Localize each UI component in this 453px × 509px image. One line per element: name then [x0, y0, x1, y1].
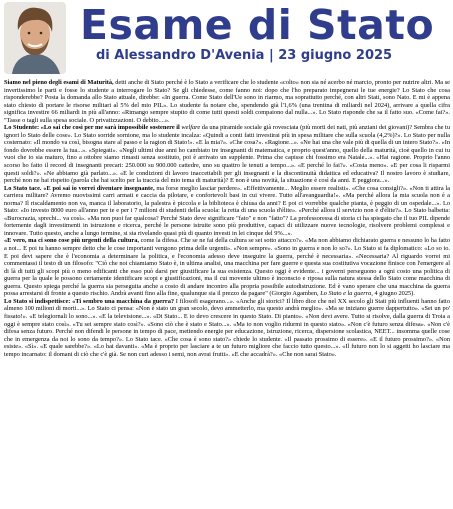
paragraph-3	[4, 185, 450, 238]
paragraph-1-text: detti anche di Stato perché è lo Stato a verificare che lo studente «colto» non sia né acerbo né marcio, pronto per nutrire altri. Ma se invertissimo le parti e fosse lo studente a interrogare lo Stato? Se gli chiedesse, come fanno noi: dopo che l'ho preparato impegnerai le tue energie? Lo Stato che cosa risponderebbe? Posta la domanda allo Stato attuale, direbbe: «In guerra. Come Stato dell'Ue sono in riarmo, ma soprattutto perché, con altri Stati, sono Nato. E mi è appena stato chiesto di portare le risorse militari al 5% del mio PIL». Lo studente fa notare che, spendendo già l'1,6% (una trentina di miliardi nel 2024), arrivare a quella cifra significa investire 66 miliardi in più all'anno: «Rimango sempre stupito di come tutti questi soldi compaiono dal nulla...». Lo Stato risponde che sa il fatto suo. «Come fai?». "Tasse o tagli sulla spesa sociale. O privatizzazioni. O debito....».	[4, 79, 450, 124]
paragraph-5-lead: Lo Stato si indispettisce: «Ti sembro una macchina da guerra?	[4, 297, 175, 305]
paragraph-3-text: ma forse meglio lasciar perdere». «Effettivamente... Meglio essere realisti». «Che cosa consigli?». «Non ti attira la carriera militare? Avremo nuovissimi carri armati e caccia da pilotare, e confortevoli basi in cui vivere. Tutto all'avanguardia!». «Ma perché allora la mia scuola non è a norma? Il riscaldamento non va, manca il laboratorio, la palestra è piccola e la biblioteca è chiusa da anni? E poi ci vorrebbe qualche pianta, è peggio di un ospedale...». Lo Stato: «Io investo 8000 euro all'anno per te e per i 7 milioni di studenti della scuola: la retta di una scuola d'élite». «Perché allora il servizio non è d'élite?». Lo Stato balbetta: «Burocrazia, sprechi... va così». «Ma non puoi far qualcosa? Perché Stato deve significare "fato" e non "fatto"? La professoressa di storia ci ha spiegato che il tuo PIL dipende fortemente dagli investimenti in istruzione e ricerca, perché le persone istruite sono più produttive, capaci di utilizzare nuove tecnologie, risolvere problemi complessi e innovare. Tutto questo, anche a lungo termine, si sta rivelando quasi più di quanto investi in lei cinque del 9%...».	[4, 184, 451, 237]
article-body	[4, 79, 450, 358]
page-header	[0, 0, 453, 76]
paragraph-5	[4, 298, 450, 358]
paragraph-4-text: come la difesa. Che se ne fai della cultura se sei sotto attacco?». «Ma non abbiamo dichiarato guerra e nessuno lo ha fatto a noi... E poi tu hanno sempre detto che le cose importanti vengono prima delle urgenti». «Non sempre». «Sono in guerra e non lo so?». Lo Stato si fa diplomatico: «Lo so io. E poi devi sapere che è l'economia a determinare la politica, e l'economia adesso deve inseguire la guerra, perché è necessaria». «Necessaria? Al riguardo vorrei mi commentassi il testo di un filosofo: "Ciò che noi chiamiamo Stato è, in ultima analisi, una macchina per fare guerre e questa sua costitutiva vocazione finisce con l'emergere al di là di tutti gli scopi più o meno edificanti che esso può darsi per giustificare la sua esistenza. Questo oggi è evidente... i governi perseguono a ogni costo una politica di guerra per la quale le possono certamente identificare scopi e giustificazioni, ma il cui movente ultimo è inconscio e riposa sulla natura stessa dello Stato come macchina di guerra. Questo spiega perché la guerra sia perseguita anche a costo di andare incontro alla propria possibile autodistruzione. Ed è vano sperare che una macchina da guerra possa arrestarsi di fronte a questo rischio. Andrà avanti fino alla fine, qualunque sia il prezzo da pagare" (Giorgio Agamben,	[4, 237, 450, 298]
author-portrait	[4, 2, 66, 74]
paragraph-1	[4, 79, 450, 124]
paragraph-4	[4, 237, 450, 297]
author-portrait-drawing	[4, 2, 66, 74]
paragraph-1-lead: Siamo nel pieno degli esami di Maturità,	[4, 79, 114, 86]
paragraph-2-lead: Lo Studente: «Lo sai che così per me sarà impossibile sostenere il	[4, 124, 180, 132]
paragraph-2-italic: welfare	[179, 124, 201, 132]
article-byline: di Alessandro D'Avenia | 23 giugno 2025	[96, 48, 393, 63]
paragraph-2-text: da una piramide sociale già rovesciata (più morti dei nati, più anziani dei giovani)? Sembra che tu ignori lo Stato delle cose». Lo Stato sorride sornione, ma lo studente incalza: «Quindi a conti fatti investirai più in spesa militare che sulla scuola (4,2%)?». Lo Stato per nulla costernato: «Il mondo va così, bisogna stare al passo e la ragion di Stato!». «E la mia?». «Che cosa?». «Ragione...». «Ne hai una che vale più di quella di un intero Stato?». «In fondo dovrebbe essere la tua...». «Spiegati». «Negli ultimi due anni ho cambiato tre insegnanti di matematica, e proprio quest'anno, quello della maturità, cioè quello in cui tu vuoi che io sia maturo, fino a ottobre siamo rimasti senza sostituto, poi è arrivato un supplente. Prima che capisse chi fossimo era Natale...». «Hai ragione. Proprio l'anno scorso ho fatto il record di insegnanti precari: 250.000 su 900.000 cattedre, uno su quattro le tenuti a tempo...». «E perché lo fai?». «Costa meno». «E per cosa li risparmi questi soldi?». «Ne abbiamo già parlato...». «E le condizioni di lavoro inaccettabili per gli insegnanti e la discontinuità didattica ed educativa? Il nostro lavoro è studiare, perché non ne hai rispetto (parola che hai scelto per la traccia del mio tema di maturità)? E non è una novità, la situazione è così da anni. E peggiora...».	[4, 124, 450, 185]
paragraph-4-tail: , 4 giugno 2025).	[371, 290, 415, 298]
paragraph-4-lead: «E vero, ma ci sono cose più urgenti della cultura,	[4, 237, 139, 245]
article-title: Esame di Stato	[80, 1, 435, 49]
paragraph-5-text: I filosofi esagerano...». «Anche gli storici? Il libro dice che nel XX secolo gli Stati più influenti hanno fatto almeno 100 milioni di morti...». Lo Stato ci pensa: «Non è stato un gran secolo, devo ammetterlo, ma questo andrà meglio». «Ma se iniziano guerre dappertutto». «Sei un po' fissato!». «E telegiornali lo sono...». «E la televisione...». «Di Stato... E io devo crescere in questo Stato. Di pianto». «Non devi avere. Tutto si risolve, dalla guerra di Troia a oggi è sempre stato così». «Tu sei sempre stato così?». «Sono ciò che è stato e Stato...». «Ma io non voglio ridurmi in questo stato». «Non c'è futuro senza difesa». «Non c'è difesa senza futuro. Perché non difendi le persone in tempo di pace, mettendo energie per educazione, istruzione, ricerca, dispersione scolastica, NEET... insomma quelle cose che in emergenza da noi lo sono da tempo?». Lo Stato tace. «Che cosa è sono stato?» chiede lo studente. «Il passato prossimo di essere». «E il futuro prossimo?». «Non esiste». «Sì». «E quale sarebbe?». «Lo hai davanti». «Ma è proprio per lasciare a te un futuro migliore che faccio tutto questo...». «Il futuro non lo si aggetti ho lasciare ma tempo incarnato: il domani di ciò che c'è già. Se non curi adesso i semi, non avrai frutti». «E che accadrà?». «Che non sarai Stato».	[4, 297, 450, 358]
paragraph-3-lead: Lo Stato tace. «E poi sai io vorrei diventare insegnante,	[4, 184, 155, 192]
paragraph-4-citation: Lo Stato e la guerra	[318, 290, 372, 298]
paragraph-2	[4, 124, 450, 184]
